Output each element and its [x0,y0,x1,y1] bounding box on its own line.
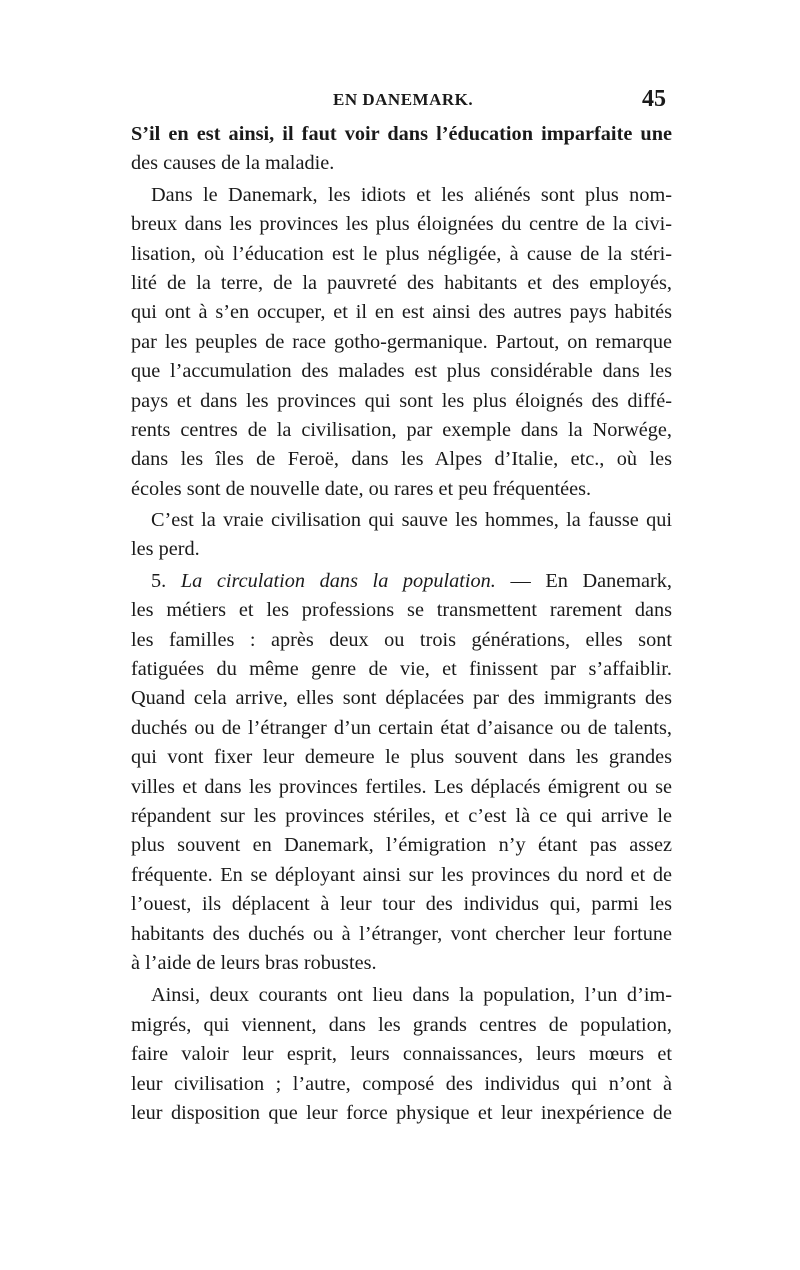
text-line: plus souvent en Danemark, l’émigration n’y étant pas assez [131,834,672,857]
text-line: que l’accumulation des malades est plus considérable dans les [131,360,672,383]
text-line: à l’aide de leurs bras robustes. [131,951,377,974]
text-line: l’ouest, ils déplacent à leur tour des individus qui, parmi les [131,893,672,916]
text-line: migrés, qui viennent, dans les grands centres de population, [131,1013,672,1036]
paragraph-start-line: C’est la vraie civilisation qui sauve les hommes, la fausse qui [151,509,672,532]
running-head: EN DANEMARK. [333,90,474,109]
text-line: des causes de la maladie. [131,152,335,175]
text-line: les métiers et les professions se transmettent rarement dans [131,599,672,622]
text-line: habitants des duchés ou à l’étranger, vont chercher leur fortune [131,922,672,945]
page-header [0,86,800,120]
text-line: lisation, où l’éducation est le plus négligée, à cause de la stéri- [131,242,672,265]
text-line: écoles sont de nouvelle date, ou rares et peu fréquentées. [131,477,592,500]
text-line: fréquente. En se déployant ainsi sur les provinces du nord et de [131,863,672,886]
text-line: leur disposition que leur force physique et leur inexpérience de [131,1101,672,1124]
section-text: — En Danemark, [495,569,672,592]
text-line: les familles : après deux ou trois générations, elles sont [131,628,672,651]
text-line: leur civilisation ; l’autre, composé des individus qui n’ont à [131,1072,672,1095]
text-line: villes et dans les provinces fertiles. Les déplacés émigrent ou se [131,775,672,798]
text-line: fatiguées du même genre de vie, et finissent par s’affaiblir. [131,658,672,681]
text-line: les perd. [131,538,200,561]
paragraph-start-line: Dans le Danemark, les idiots et les aliénés sont plus nom- [151,183,672,206]
text-line: Quand cela arrive, elles sont déplacées par des immigrants des [131,687,672,710]
text-line: S’il en est ainsi, il faut voir dans l’éducation imparfaite une [131,123,672,145]
text-line: lité de la terre, de la pauvreté des habitants et des employés, [131,271,672,294]
paragraph-start-line: Ainsi, deux courants ont lieu dans la population, l’un d’im- [151,984,672,1007]
text-line: par les peuples de race gotho-germanique. Partout, on remarque [131,330,672,353]
text-line: dans les îles de Feroë, dans les Alpes d’Italie, etc., où les [131,448,672,471]
section-title: La circulation dans la population. [180,569,496,592]
text-line: pays et dans les provinces qui sont les plus éloignés des diffé- [131,389,672,412]
text-line: qui ont à s’en occuper, et il en est ainsi des autres pays habités [131,301,672,324]
section-number: 5. [151,569,167,592]
text-line: breux dans les provinces les plus éloignées du centre de la civi- [131,213,672,236]
text-line: duchés ou de l’étranger d’un certain état d’aisance ou de talents, [131,716,672,739]
page-number: 45 [642,86,666,112]
section-heading-line [131,567,672,596]
text-line: qui vont fixer leur demeure le plus souvent dans les grandes [131,746,672,769]
text-line: répandent sur les provinces stériles, et c’est là ce qui arrive le [131,804,672,827]
text-line: rents centres de la civilisation, par exemple dans la Norwége, [131,418,672,441]
body-text [131,120,672,1128]
text-line: faire valoir leur esprit, leurs connaissances, leurs mœurs et [131,1043,672,1066]
